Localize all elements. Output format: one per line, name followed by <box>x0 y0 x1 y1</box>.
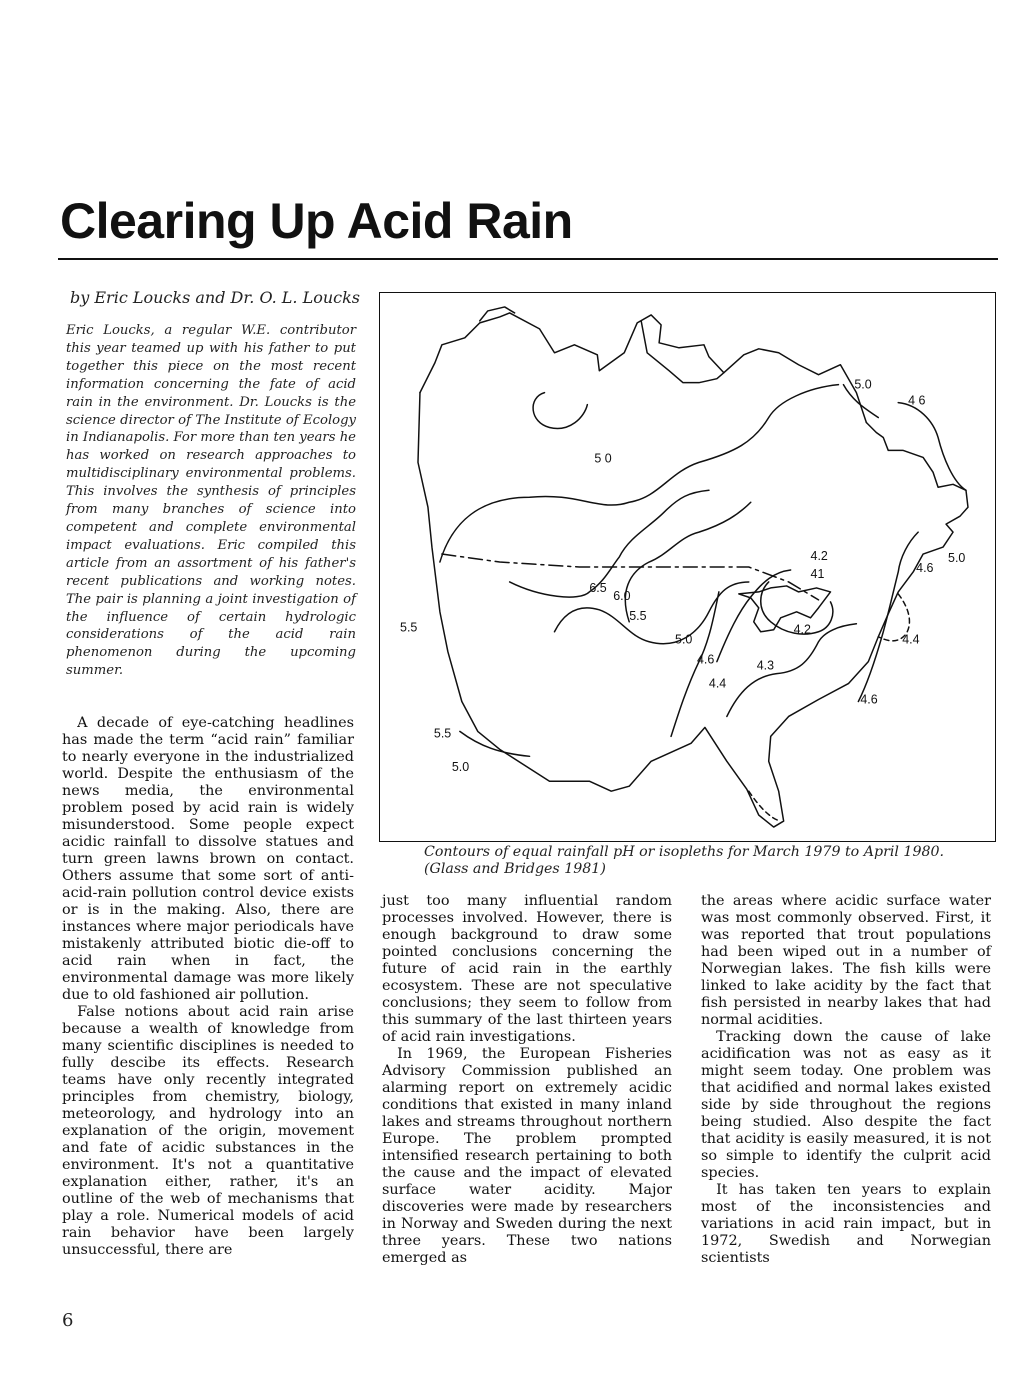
contour-dashed-florida <box>749 791 781 821</box>
contour-inner <box>554 582 748 644</box>
contour-5-0-north <box>533 393 587 429</box>
contour-label: 4.6 <box>860 692 878 707</box>
contour-6-5 <box>510 490 709 597</box>
contour-label: 4.6 <box>916 560 934 575</box>
paragraph: In 1969, the European Fisheries Advisory Commission published an alarming report on extremely acidic conditions that existed in many inland lakes and streams throughout northern Europe. The problem prompted intensified research pertaining to both the cause and the impact of elevated surface water acidity. Major discoveries were made by researchers in Norway and Sweden during the next three years. These two nations emerged as <box>382 1046 672 1266</box>
contour-label: 5.0 <box>948 551 966 566</box>
paragraph: False notions about acid rain arise because a wealth of knowledge from many scientific disciplines is needed to fully descibe its effects. Research teams have only recently integrated principles from chemistry, biology, meteorology, and hydrology into an explanation of the origin, movement and fate of acidic substances in the environment. It's not a quantitative explanation either, rather, it's an outline of the web of mechanisms that play a role. Numerical models of acid rain behavior have been largely unsuccessful, there are <box>62 1004 354 1258</box>
contour-label: 4.4 <box>902 632 920 647</box>
contour-label: 5.5 <box>400 620 418 635</box>
paragraph: the areas where acidic surface water was most commonly observed. First, it was reported that trout populations had been wiped out in a number of Norwegian lakes. The fish kills were linked to lake acidity by the fact that fish persisted in nearby lakes that had normal acidities. <box>701 893 991 1028</box>
contour-label: 5 0 <box>594 451 612 466</box>
text-column-3 <box>701 893 991 1267</box>
contour-label: 41 <box>810 566 825 581</box>
contour-south-5-0 <box>460 731 530 756</box>
ph-contour-map-drawing <box>380 293 995 841</box>
title-rule <box>58 258 998 260</box>
contour-label: 5.5 <box>629 608 647 623</box>
contour-label: 4.6 <box>696 652 715 667</box>
contour-label: 4.3 <box>756 658 775 673</box>
arctic-coast <box>480 307 515 321</box>
paragraph: Tracking down the cause of lake acidification was not as easy as it might seem today. One problem was that acidified and normal lakes existed side by side throughout the regions being studied. Also despite the fact that acidity is easily measured, it is not so simple to identify the culprit acid species. <box>701 1029 991 1181</box>
byline: by Eric Loucks and Dr. O. L. Loucks <box>70 288 361 307</box>
paragraph: just too many influential random processes involved. However, there is enough background to draw some pointed conclusions concerning the future of acid rain in the earthly ecosystem. These are not speculative conclusions; they seem to follow from this summary of the last thirteen years of acid rain investigations. <box>382 893 672 1045</box>
contour-label: 6.0 <box>613 588 631 603</box>
contour-label: 5.0 <box>451 760 470 775</box>
contour-label: 5.0 <box>854 377 872 392</box>
contour-label: 4.2 <box>793 622 811 637</box>
contour-west <box>440 385 839 562</box>
figure-caption: Contours of equal rainfall pH or isopleths for March 1979 to April 1980. (Glass and Bridges 1981) <box>424 844 945 877</box>
contour-4-4 <box>717 570 791 662</box>
contour-4-6-east <box>858 532 918 701</box>
contour-label: 5.5 <box>433 726 452 741</box>
contour-label: 4 6 <box>908 393 926 408</box>
paragraph: It has taken ten years to explain most of the inconsistencies and variations in acid rain impact, but in 1972, Swedish and Norwegian scientists <box>701 1182 991 1266</box>
page-number: 6 <box>62 1310 74 1331</box>
contour-label-group <box>400 378 965 775</box>
text-column-2 <box>382 893 672 1267</box>
contour-label: 4.2 <box>810 549 828 564</box>
article-title: Clearing Up Acid Rain <box>60 193 573 249</box>
paragraph: A decade of eye-catching headlines has made the term “acid rain” familiar to nearly everyone in the industrialized world. Despite the enthusiasm of the news media, the environmental problem posed by acid rain is widely misunderstood. Some people expect acidic rainfall to dissolve statues and turn green lawns brown on contact. Others assume that some sort of anti-acid-rain pollution control device exists or is in the making. Also, there are instances where major periodicals have mistakenly attributed biotic die-off to acid rain when in fact, the environmental damage was more likely due to old fashioned air pollution. <box>62 715 354 1003</box>
great-lakes <box>739 586 831 632</box>
contour-4-6-ne <box>898 403 966 491</box>
hudson-bay <box>641 321 724 383</box>
contour-5-5-mid <box>625 502 750 622</box>
contour-label: 6.5 <box>589 580 607 595</box>
text-column-1 <box>62 715 354 1259</box>
ph-contour-map <box>379 292 996 842</box>
author-bio: Eric Loucks, a regular W.E. contributor this year teamed up with his father to put together this piece on the most recent information concerning the fate of acid rain in the environment. Dr. Loucks is the science director of The Institute of Ecology in Indianapolis. For more than ten years he has worked on research approaches to multidisciplinary environmental problems. This involves the synthesis of principles from many branches of science into competent and complete environmental impact evaluations. Eric compiled this article from an assortment of his father's recent publications and working notes. The pair is planning a joint investigation of the influence of certain hydrologic considerations of the acid rain phenomenon during the upcoming summer. <box>66 323 356 679</box>
map-outline <box>418 393 968 827</box>
contour-label: 5.0 <box>675 632 693 647</box>
contour-4-3 <box>727 624 857 717</box>
contour-label: 4.4 <box>708 676 727 691</box>
